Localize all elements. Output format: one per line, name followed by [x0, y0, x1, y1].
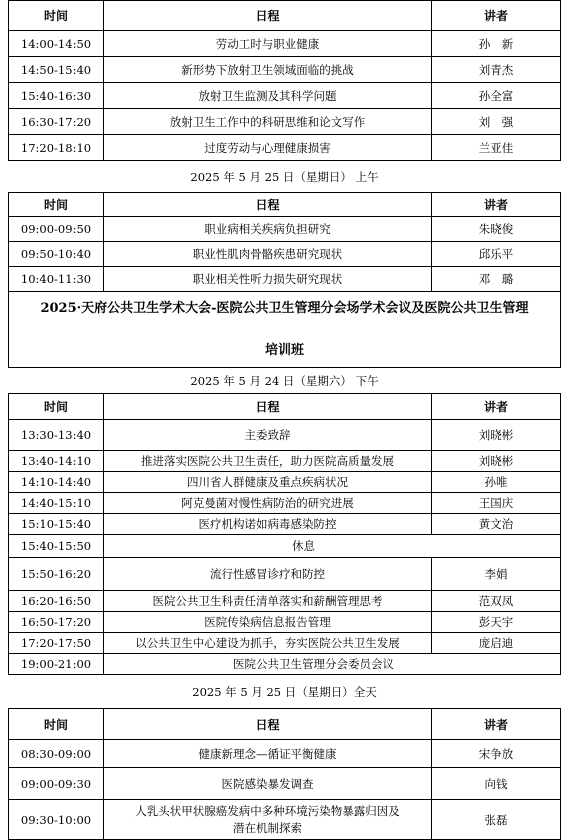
speaker-cell: 向钱 — [432, 768, 561, 800]
topic-cell: 医院传染病信息报告管理 — [104, 612, 432, 633]
time-cell: 10:40-11:30 — [9, 267, 104, 292]
header-row — [9, 709, 561, 740]
header-program: 日程 — [104, 1, 432, 31]
speaker-cell: 邓 璐 — [432, 267, 561, 292]
topic-cell: 放射卫生工作中的科研思维和论文写作 — [104, 109, 432, 135]
speaker-cell: 刘晓彬 — [432, 420, 561, 451]
speaker-cell: 邱乐平 — [432, 242, 561, 267]
break-row — [9, 535, 561, 558]
table-row — [9, 740, 561, 768]
speaker-cell: 朱晓俊 — [432, 217, 561, 242]
table-row — [9, 558, 561, 591]
speaker-cell: 彭天宇 — [432, 612, 561, 633]
time-cell: 14:10-14:40 — [9, 472, 104, 493]
topic-cell: 以公共卫生中心建设为抓手，夯实医院公共卫生发展 — [104, 633, 432, 654]
topic-cell: 推进落实医院公共卫生责任，助力医院高质量发展 — [104, 451, 432, 472]
speaker-cell: 孙唯 — [432, 472, 561, 493]
table-row — [9, 451, 561, 472]
topic-cell: 职业性肌肉骨骼疾患研究现状 — [104, 242, 432, 267]
speaker-cell: 刘晓彬 — [432, 451, 561, 472]
session-date: 2025 年 5 月 25 日（星期日） 上午 — [9, 161, 561, 193]
time-cell: 09:30-10:00 — [9, 800, 104, 840]
header-program: 日程 — [104, 709, 432, 740]
table-row — [9, 217, 561, 242]
meeting-cell: 医院公共卫生管理分会委员会议 — [104, 654, 561, 675]
schedule-table — [8, 0, 561, 840]
topic-cell: 阿克曼菌对慢性病防治的研究进展 — [104, 493, 432, 514]
time-cell: 15:40-15:50 — [9, 535, 104, 558]
table-row — [9, 57, 561, 83]
header-speaker: 讲者 — [432, 709, 561, 740]
time-cell: 15:50-16:20 — [9, 558, 104, 591]
time-cell: 14:00-14:50 — [9, 31, 104, 57]
table-row — [9, 83, 561, 109]
topic-cell: 新形势下放射卫生领域面临的挑战 — [104, 57, 432, 83]
speaker-cell: 黄文治 — [432, 514, 561, 535]
topic-line: 潜在机制探索 — [233, 820, 302, 835]
header-row — [9, 193, 561, 217]
speaker-cell: 孙 新 — [432, 31, 561, 57]
speaker-cell: 刘青杰 — [432, 57, 561, 83]
header-time: 时间 — [9, 193, 104, 217]
topic-cell: 劳动工时与职业健康 — [104, 31, 432, 57]
time-cell: 19:00-21:00 — [9, 654, 104, 675]
topic-cell: 过度劳动与心理健康损害 — [104, 135, 432, 161]
time-cell: 15:40-16:30 — [9, 83, 104, 109]
header-time: 时间 — [9, 709, 104, 740]
time-cell: 16:20-16:50 — [9, 591, 104, 612]
topic-cell: 流行性感冒诊疗和防控 — [104, 558, 432, 591]
table-row — [9, 514, 561, 535]
time-cell: 09:00-09:50 — [9, 217, 104, 242]
section-title — [9, 292, 561, 368]
header-time: 时间 — [9, 394, 104, 420]
header-row — [9, 394, 561, 420]
time-cell: 13:40-14:10 — [9, 451, 104, 472]
time-cell: 16:30-17:20 — [9, 109, 104, 135]
table-row — [9, 31, 561, 57]
speaker-cell: 兰亚佳 — [432, 135, 561, 161]
speaker-cell: 宋争放 — [432, 740, 561, 768]
meeting-row — [9, 654, 561, 675]
header-time: 时间 — [9, 1, 104, 31]
section-title-line2: 培训班 — [264, 342, 304, 358]
table-row — [9, 800, 561, 840]
topic-cell: 职业病相关疾病负担研究 — [104, 217, 432, 242]
table-row — [9, 135, 561, 161]
time-cell: 17:20-18:10 — [9, 135, 104, 161]
topic-cell — [104, 800, 432, 840]
date-row — [9, 161, 561, 193]
table-row — [9, 612, 561, 633]
header-row — [9, 1, 561, 31]
header-program: 日程 — [104, 193, 432, 217]
header-speaker: 讲者 — [432, 394, 561, 420]
speaker-cell: 李娟 — [432, 558, 561, 591]
topic-cell: 医院公共卫生科责任清单落实和薪酬管理思考 — [104, 591, 432, 612]
speaker-cell: 孙全富 — [432, 83, 561, 109]
session-date: 2025 年 5 月 25 日（星期日）全天 — [9, 675, 561, 709]
topic-cell: 健康新理念—循证平衡健康 — [104, 740, 432, 768]
time-cell: 17:20-17:50 — [9, 633, 104, 654]
table-row — [9, 768, 561, 800]
time-cell: 16:50-17:20 — [9, 612, 104, 633]
break-cell: 休息 — [104, 535, 561, 558]
table-row — [9, 472, 561, 493]
time-cell: 09:00-09:30 — [9, 768, 104, 800]
speaker-cell: 张磊 — [432, 800, 561, 840]
time-cell: 15:10-15:40 — [9, 514, 104, 535]
time-cell: 08:30-09:00 — [9, 740, 104, 768]
topic-cell: 四川省人群健康及重点疾病状况 — [104, 472, 432, 493]
speaker-cell: 王国庆 — [432, 493, 561, 514]
time-cell: 09:50-10:40 — [9, 242, 104, 267]
time-cell: 14:40-15:10 — [9, 493, 104, 514]
header-speaker: 讲者 — [432, 1, 561, 31]
topic-line: 人乳头状甲状腺癌发病中多种环境污染物暴露归因及 — [135, 803, 400, 818]
table-row — [9, 493, 561, 514]
header-program: 日程 — [104, 394, 432, 420]
topic-cell: 医疗机构诺如病毒感染防控 — [104, 514, 432, 535]
date-row — [9, 675, 561, 709]
section-title-line1: 2025·天府公共卫生学术大会-医院公共卫生管理分会场学术会议及医院公共卫生管理 — [40, 300, 529, 316]
table-row — [9, 591, 561, 612]
session-date: 2025 年 5 月 24 日（星期六） 下午 — [9, 368, 561, 394]
topic-cell: 医院感染暴发调查 — [104, 768, 432, 800]
date-row — [9, 368, 561, 394]
header-speaker: 讲者 — [432, 193, 561, 217]
table-row — [9, 242, 561, 267]
time-cell: 14:50-15:40 — [9, 57, 104, 83]
topic-cell: 职业相关性听力损失研究现状 — [104, 267, 432, 292]
table-row — [9, 267, 561, 292]
table-row — [9, 420, 561, 451]
table-row — [9, 109, 561, 135]
speaker-cell: 刘 强 — [432, 109, 561, 135]
table-row — [9, 633, 561, 654]
speaker-cell: 庞启迪 — [432, 633, 561, 654]
topic-cell: 主委致辞 — [104, 420, 432, 451]
section-title-row — [9, 292, 561, 368]
time-cell: 13:30-13:40 — [9, 420, 104, 451]
speaker-cell: 范双凤 — [432, 591, 561, 612]
topic-cell: 放射卫生监测及其科学问题 — [104, 83, 432, 109]
